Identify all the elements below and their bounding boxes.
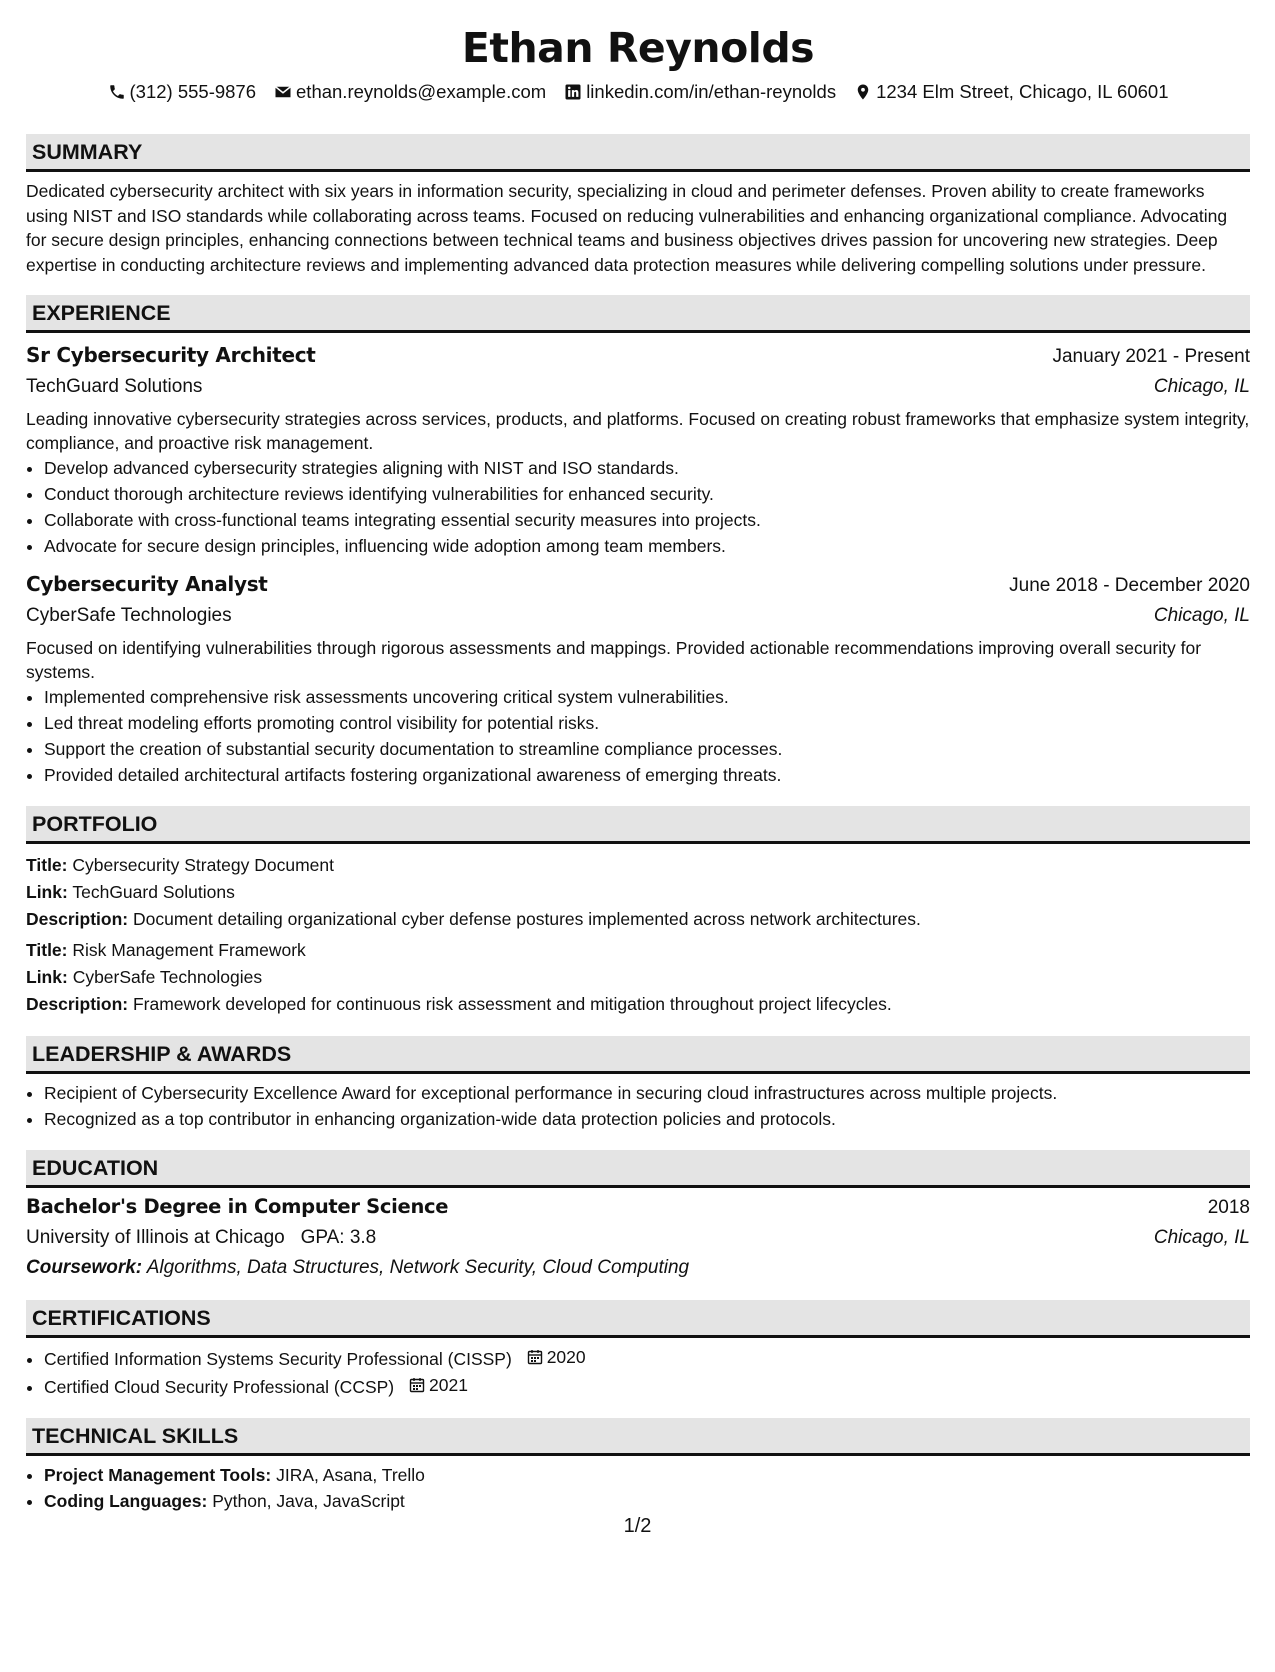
certification-name: Certified Cloud Security Professional (CCSP) <box>44 1377 395 1397</box>
portfolio-title-label: Title: <box>26 855 68 875</box>
certification-list <box>26 1344 1250 1400</box>
contact-email[interactable] <box>274 80 546 104</box>
email-text[interactable]: ethan.reynolds@example.com <box>296 81 547 102</box>
list-item: • Recipient of Cybersecurity Excellence Award for exceptional performance in securing cloud infrastructures across multiple projects. <box>44 1080 1250 1106</box>
list-item: • Provided detailed architectural artifacts fostering organizational awareness of emerging threats. <box>44 762 1250 788</box>
address-text: 1234 Elm Street, Chicago, IL 60601 <box>876 81 1169 102</box>
coursework-list: Algorithms, Data Structures, Network Security, Cloud Computing <box>146 1257 690 1278</box>
job-bullets <box>26 684 1250 788</box>
phone-text: (312) 555-9876 <box>129 81 257 102</box>
map-pin-icon <box>854 83 872 101</box>
skills-list <box>26 1462 1250 1514</box>
list-item: • Support the creation of substantial security documentation to streamline compliance processes. <box>44 736 1250 762</box>
job-company: TechGuard Solutions <box>26 376 203 397</box>
resume-page <box>0 22 1275 1672</box>
job-entry <box>26 569 1250 788</box>
contact-bar <box>26 80 1250 104</box>
certification-year: 2020 <box>546 1347 586 1367</box>
portfolio-item <box>26 937 1250 1018</box>
skill-value: JIRA, Asana, Trello <box>276 1465 425 1485</box>
portfolio-link-label: Link: <box>26 967 68 987</box>
skill-label: Coding Languages: <box>44 1491 208 1511</box>
portfolio-description: Document detailing organizational cyber defense postures implemented across network architectures. <box>132 909 921 929</box>
job-dates: June 2018 - December 2020 <box>1009 575 1250 596</box>
job-description: Focused on identifying vulnerabilities through rigorous assessments and mappings. Provided actionable recommendations improving overall security for systems. <box>26 638 1202 682</box>
summary-text: Dedicated cybersecurity architect with six years in information security, specializing in cloud and perimeter defenses. Proven ability to create frameworks using NIST and ISO standards while collaborating across teams. Focused on reducing vulnerabilities and enhancing organizational compliance. Advocating for secure design principles, enhancing connections between technical teams and business objectives drives passion for uncovering new strategies. Deep expertise in conducting architecture reviews and implementing advanced data protection measures while delivering compelling solutions under pressure. <box>26 181 1228 275</box>
list-item: • Collaborate with cross-functional teams integrating essential security measures into projects. <box>44 507 1250 533</box>
portfolio-link[interactable]: CyberSafe Technologies <box>72 967 263 987</box>
degree-title: Bachelor's Degree in Computer Science <box>26 1195 449 1218</box>
list-item: • Develop advanced cybersecurity strategies aligning with NIST and ISO standards. <box>44 455 1250 481</box>
linkedin-icon <box>564 83 582 101</box>
list-item <box>44 1372 1250 1400</box>
contact-phone <box>108 80 257 104</box>
list-item: • Conduct thorough architecture reviews identifying vulnerabilities for enhanced security. <box>44 481 1250 507</box>
section-education-heading: EDUCATION <box>26 1150 1250 1188</box>
skill-label: Project Management Tools: <box>44 1465 272 1485</box>
school-name: University of Illinois at Chicago <box>26 1227 285 1248</box>
certification-year: 2021 <box>429 1375 468 1395</box>
portfolio-description: Framework developed for continuous risk assessment and mitigation throughout project lifecycles. <box>132 994 892 1014</box>
list-item <box>44 1488 1250 1514</box>
portfolio-link-label: Link: <box>26 882 68 902</box>
graduation-year: 2018 <box>1207 1197 1250 1218</box>
section-certifications-heading: CERTIFICATIONS <box>26 1300 1250 1338</box>
section-portfolio-heading: PORTFOLIO <box>26 806 1250 844</box>
calendar-icon <box>527 1349 543 1365</box>
job-title: Cybersecurity Analyst <box>26 572 268 596</box>
portfolio-title-label: Title: <box>26 940 68 960</box>
job-entry <box>26 340 1250 559</box>
phone-icon <box>108 83 126 101</box>
job-bullets <box>26 455 1250 559</box>
school-location: Chicago, IL <box>1153 1227 1250 1248</box>
section-summary-heading: SUMMARY <box>26 134 1250 172</box>
certification-name: Certified Information Systems Security Professional (CISSP) <box>44 1349 512 1369</box>
job-location: Chicago, IL <box>1153 605 1250 626</box>
candidate-name: Ethan Reynolds <box>461 24 815 72</box>
page-number: 1/2 <box>623 1515 652 1537</box>
job-title: Sr Cybersecurity Architect <box>26 343 316 367</box>
calendar-icon <box>409 1377 425 1393</box>
portfolio-description-label: Description: <box>26 994 129 1014</box>
list-item <box>44 1344 1250 1372</box>
leadership-bullets <box>26 1080 1250 1132</box>
list-item: • Advocate for secure design principles, influencing wide adoption among team members. <box>44 533 1250 559</box>
portfolio-title: Cybersecurity Strategy Document <box>72 855 335 875</box>
job-description: Leading innovative cybersecurity strategies across services, products, and platforms. Focused on creating robust frameworks that emphasize system integrity, compliance, and proactive risk management. <box>26 409 1250 453</box>
job-location: Chicago, IL <box>1153 376 1250 397</box>
portfolio-title: Risk Management Framework <box>72 940 306 960</box>
education-entry <box>26 1192 1250 1282</box>
linkedin-text[interactable]: linkedin.com/in/ethan-reynolds <box>586 81 837 102</box>
skill-value: Python, Java, JavaScript <box>212 1491 405 1511</box>
portfolio-item <box>26 852 1250 933</box>
portfolio-link[interactable]: TechGuard Solutions <box>72 882 235 902</box>
contact-linkedin[interactable] <box>564 80 836 104</box>
coursework-label: Coursework: <box>26 1257 143 1278</box>
gpa: GPA: 3.8 <box>300 1227 377 1248</box>
envelope-icon <box>274 83 292 101</box>
list-item: • Recognized as a top contributor in enhancing organization-wide data protection policies and protocols. <box>44 1106 1250 1132</box>
contact-address <box>854 80 1168 104</box>
section-skills-heading: TECHNICAL SKILLS <box>26 1418 1250 1456</box>
portfolio-description-label: Description: <box>26 909 129 929</box>
coursework <box>26 1253 1250 1282</box>
list-item: • Implemented comprehensive risk assessments uncovering critical system vulnerabilities. <box>44 684 1250 710</box>
section-experience-heading: EXPERIENCE <box>26 295 1250 333</box>
list-item <box>44 1462 1250 1488</box>
job-company: CyberSafe Technologies <box>26 605 232 626</box>
section-leadership-heading: LEADERSHIP & AWARDS <box>26 1036 1250 1074</box>
list-item: • Led threat modeling efforts promoting control visibility for potential risks. <box>44 710 1250 736</box>
job-dates: January 2021 - Present <box>1052 346 1250 367</box>
